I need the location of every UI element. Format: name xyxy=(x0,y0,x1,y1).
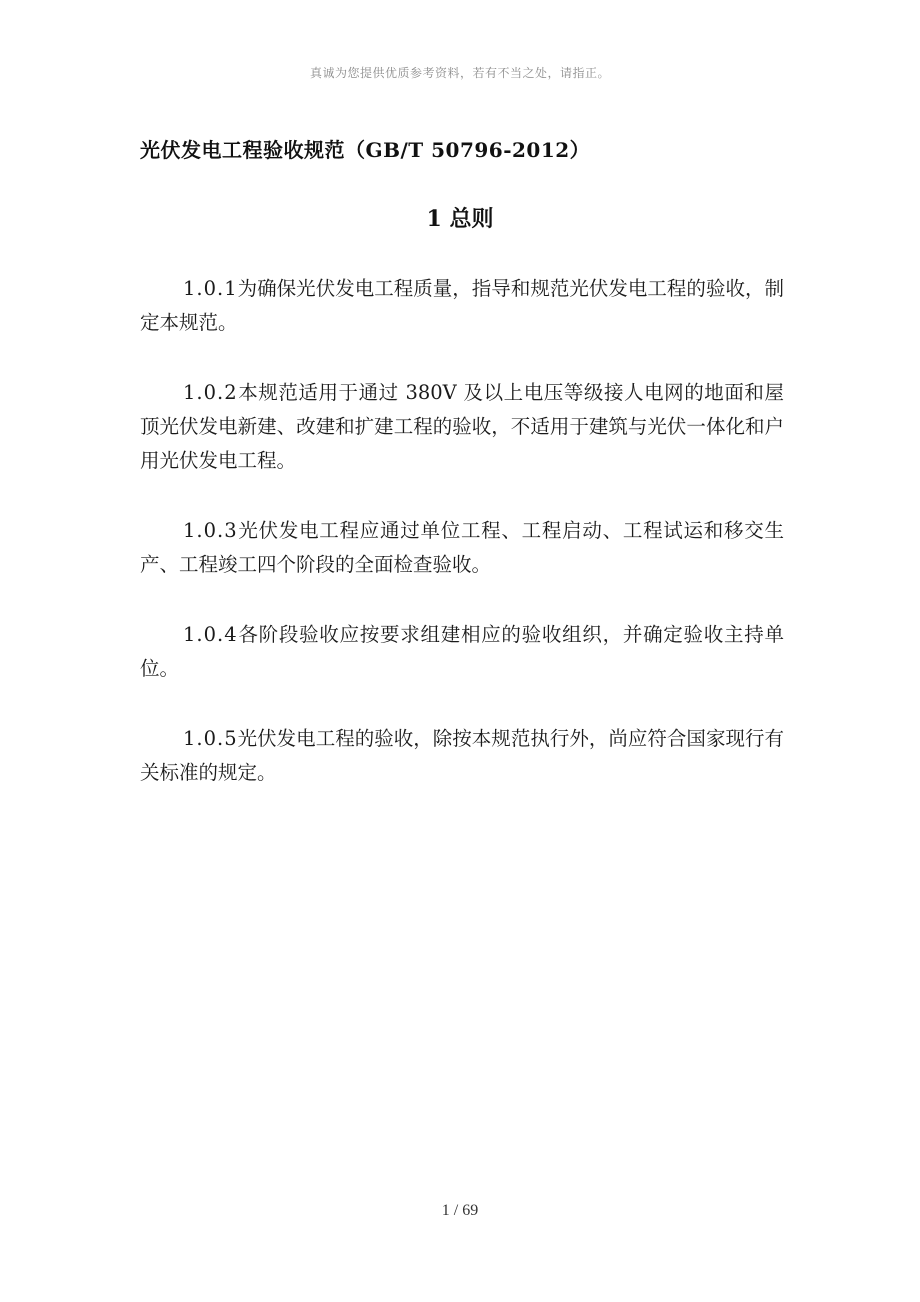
clause-1-0-5 xyxy=(140,722,784,790)
document-title: 光伏发电工程验收规范（GB/T 50796-2012） xyxy=(140,138,591,162)
clause-number: 1.0.4 xyxy=(183,623,238,646)
clause-text: 光伏发电工程的验收，除按本规范执行外，尚应符合国家现行有关标准的规定。 xyxy=(140,727,784,784)
clause-number: 1.0.1 xyxy=(183,277,238,300)
clause-number: 1.0.5 xyxy=(183,727,238,750)
clause-number: 1.0.2 xyxy=(183,381,238,404)
clause-text: 本规范适用于通过 380V 及以上电压等级接人电网的地面和屋顶光伏发电新建、改建和扩建工程的验收，不适用于建筑与光伏一体化和户用光伏发电工程。 xyxy=(140,381,784,472)
clause-1-0-3 xyxy=(140,514,784,582)
clause-1-0-4 xyxy=(140,618,784,686)
clause-number: 1.0.3 xyxy=(183,519,238,542)
clause-1-0-1 xyxy=(140,272,784,340)
page-number: 1 / 69 xyxy=(441,1202,479,1219)
clause-list xyxy=(140,272,784,826)
clause-1-0-2 xyxy=(140,376,784,478)
chapter-heading: 1 总则 xyxy=(426,206,494,232)
header-disclaimer: 真诚为您提供优质参考资料，若有不当之处，请指正。 xyxy=(309,66,610,80)
clause-text: 各阶段验收应按要求组建相应的验收组织，并确定验收主持单位。 xyxy=(140,623,784,680)
clause-text: 为确保光伏发电工程质量，指导和规范光伏发电工程的验收，制定本规范。 xyxy=(140,277,784,334)
clause-text: 光伏发电工程应通过单位工程、工程启动、工程试运和移交生产、工程竣工四个阶段的全面检查验收。 xyxy=(140,519,784,576)
